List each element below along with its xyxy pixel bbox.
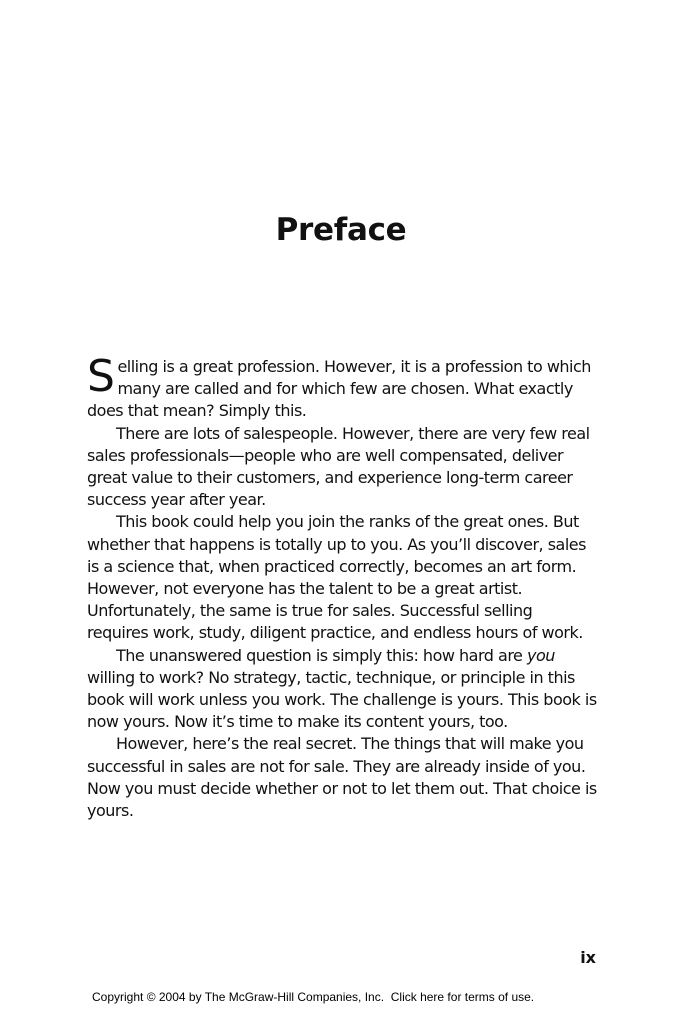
page-title: Preface	[275, 212, 407, 248]
paragraph-5: However, here’s the real secret. The things that will make you successful in sales are not for sale. They are already inside of you. Now you must decide whether or not to let them out. That choice is yours.	[87, 734, 597, 821]
copyright-footer	[92, 990, 534, 1004]
drop-cap: S	[87, 351, 115, 402]
paragraph-1	[87, 351, 597, 423]
paragraph-4-end: willing to work? No strategy, tactic, technique, or principle in this book will work unless you work. The challenge is yours. This book is now yours. Now it’s time to make its content yours, too.	[87, 667, 597, 732]
paragraph-4-start: The unanswered question is simply this: how hard are	[116, 645, 527, 665]
terms-of-use-link[interactable]: Click here for terms of use.	[390, 990, 535, 1004]
paragraph-2: There are lots of salespeople. However, there are very few real sales professionals—people who are well compensated, deliver great value to their customers, and experience long-term career success year after year.	[87, 423, 590, 510]
paragraph-3: This book could help you join the ranks of the great ones. But whether that happens is totally up to you. As you’ll discover, sales is a science that, when practiced correctly, becomes an art form. However, not everyone has the talent to be a great artist. Unfortunately, the same is true for sales. Successful selling requires work, study, diligent practice, and endless hours of work.	[87, 512, 586, 643]
emphasis-you: you	[526, 645, 555, 665]
paragraph-4	[87, 645, 597, 734]
paragraph-1-text: elling is a great profession. However, it is a profession to which many are called and for which few are chosen. What exactly does that mean? Simply this.	[87, 357, 591, 421]
page-number: ix	[580, 948, 596, 967]
preface-body	[87, 351, 597, 822]
copyright-text: Copyright © 2004 by The McGraw-Hill Companies, Inc.	[92, 990, 385, 1004]
